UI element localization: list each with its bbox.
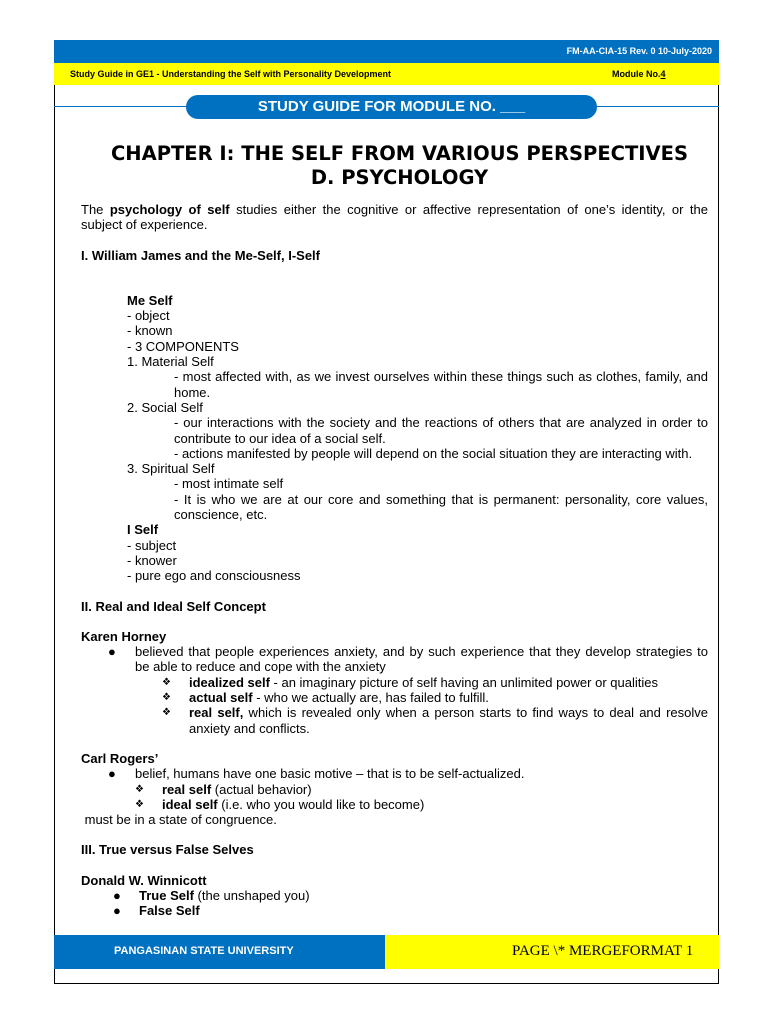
section-heading: II. Real and Ideal Self Concept: [81, 598, 266, 614]
social-self-title: 2. Social Self: [127, 399, 203, 415]
me-self-title: Me Self: [127, 292, 173, 308]
bullet-dot-icon: ●: [108, 766, 116, 782]
section-heading: I. William James and the Me-Self, I-Self: [81, 247, 321, 263]
rogers-conclusion: must be in a state of congruence.: [81, 812, 277, 828]
theorist-name: Karen Horney: [81, 628, 167, 644]
spiritual-self-desc: - most intimate self: [174, 476, 284, 492]
banner-line-right: [595, 106, 719, 107]
diamond-bullet-icon: ❖: [162, 676, 171, 688]
theorist-name: Donald W. Winnicott: [81, 872, 207, 888]
winnicott-item: ● False Self: [113, 903, 200, 919]
i-self-item: - knower: [127, 552, 177, 568]
horney-sub-item: ❖ actual self - who we actually are, has failed to fulfill.: [162, 690, 489, 706]
module-banner: STUDY GUIDE FOR MODULE NO. ___: [186, 95, 597, 119]
university-name: PANGASINAN STATE UNIVERSITY: [114, 945, 294, 957]
form-code: FM-AA-CIA-15 Rev. 0 10-July-2020: [566, 46, 712, 56]
bullet-dot-icon: ●: [108, 644, 116, 660]
horney-bullet: ● believed that people experiences anxiety, and by such experience that they develop strategies to be able to reduce and cope with the anxiety: [108, 644, 708, 675]
horney-sub-item: ❖ real self, which is revealed only when a person starts to find ways to deal and resolve anxiety and conflicts.: [162, 705, 709, 736]
study-guide-title: Study Guide in GE1 - Understanding the Self with Personality Development: [70, 69, 392, 79]
theorist-name: Carl Rogers’: [81, 750, 159, 766]
intro-paragraph: The psychology of self studies either the cognitive or affective representation of one’s identity, or the subject of experience.: [81, 202, 708, 233]
rogers-bullet: ● belief, humans have one basic motive – that is to be self-actualized.: [108, 766, 525, 782]
diamond-bullet-icon: ❖: [162, 707, 171, 719]
chapter-heading: [54, 142, 745, 190]
i-self-item: - subject: [127, 537, 177, 553]
rogers-sub-item: ❖ real self (actual behavior): [135, 781, 312, 797]
me-self-item: - 3 COMPONENTS: [127, 338, 239, 354]
document-body: [81, 202, 708, 919]
bullet-dot-icon: ●: [113, 903, 121, 919]
banner-line-left: [54, 106, 188, 107]
page-number-field: PAGE \* MERGEFORMAT 1: [512, 943, 694, 959]
horney-sub-item: ❖ idealized self - an imaginary picture of self having an unlimited power or qualities: [162, 674, 658, 690]
spiritual-self-desc: - It is who we are at our core and something that is permanent: personality, core values, conscience, etc.: [174, 491, 708, 523]
diamond-bullet-icon: ❖: [135, 798, 144, 810]
winnicott-item: ● True Self (the unshaped you): [113, 887, 310, 903]
social-self-desc: - our interactions with the society and the reactions of others that are analyzed in order to contribute to our idea of a social self.: [174, 415, 708, 446]
diamond-bullet-icon: ❖: [135, 783, 144, 795]
rogers-sub-item: ❖ ideal self (i.e. who you would like to become): [135, 796, 425, 812]
module-number: Module No.4: [612, 69, 666, 79]
material-self-desc: - most affected with, as we invest ourselves within these things such as clothes, family, and home.: [174, 369, 708, 400]
i-self-title: I Self: [127, 522, 159, 538]
diamond-bullet-icon: ❖: [162, 692, 171, 704]
me-self-item: - object: [127, 308, 170, 324]
spiritual-self-title: 3. Spiritual Self: [127, 461, 215, 477]
chapter-subtitle: D. PSYCHOLOGY: [310, 166, 489, 189]
social-self-desc: - actions manifested by people will depend on the social situation they are interacting with.: [174, 445, 693, 461]
chapter-title: CHAPTER I: THE SELF FROM VARIOUS PERSPECTIVES: [110, 142, 688, 165]
material-self-title: 1. Material Self: [127, 354, 214, 370]
bullet-dot-icon: ●: [113, 887, 121, 903]
section-heading: III. True versus False Selves: [81, 842, 254, 858]
me-self-item: - known: [127, 323, 173, 339]
i-self-item: - pure ego and consciousness: [127, 568, 301, 584]
